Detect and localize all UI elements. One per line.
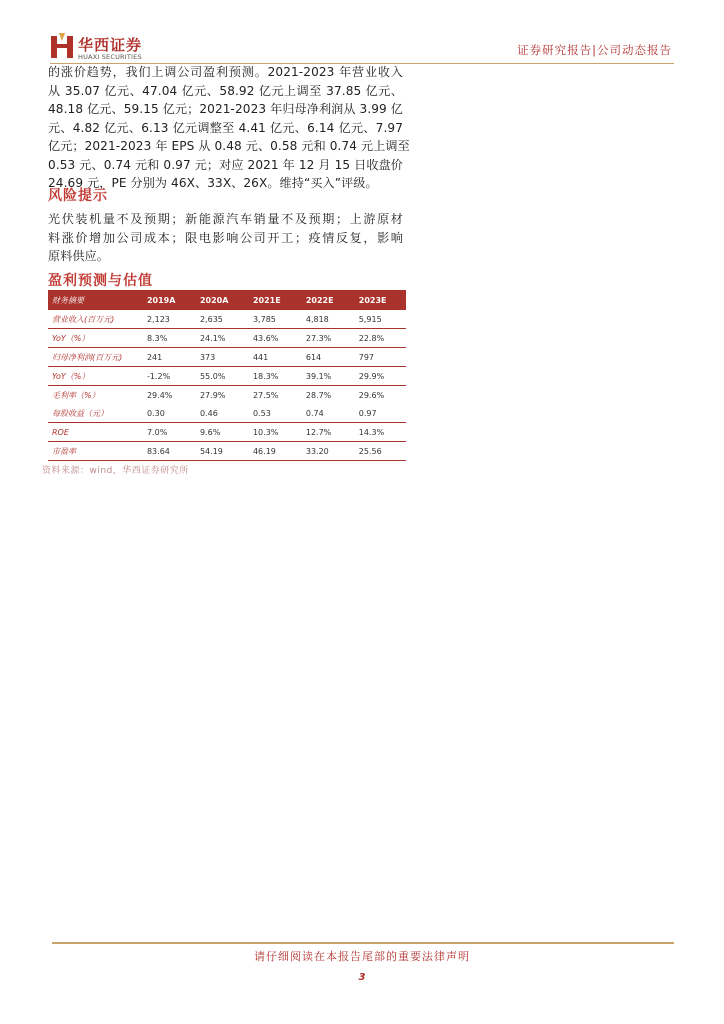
row-label: 归母净利润(百万元) (48, 348, 143, 367)
table-cell: 2,123 (143, 310, 196, 329)
logo-chinese-name: 华西证券 (78, 36, 143, 54)
table-cell: 241 (143, 348, 196, 367)
table-cell: 27.9% (199, 390, 226, 400)
table-cell: 4,818 (302, 310, 355, 329)
legal-disclaimer-note: 请仔细阅读在本报告尾部的重要法律声明 (254, 950, 470, 963)
company-logo (50, 33, 180, 63)
table-header-cell: 2020A (196, 290, 249, 310)
paragraph-line: 的涨价趋势，我们上调公司盈利预测。2021-2023 年营业收入 (48, 65, 403, 79)
table-cell: 12.7% (302, 423, 355, 442)
forecast-summary-paragraph (48, 63, 410, 193)
table-cell: 25.56 (355, 442, 406, 461)
paragraph-line: 元、4.82 亿元、6.13 亿元调整至 4.41 亿元、6.14 亿元、7.97 (48, 120, 403, 135)
table-row (48, 367, 406, 386)
table-header-cell: 2023E (355, 290, 406, 310)
row-label: 营业收入(百万元) (48, 310, 143, 329)
row-label: YoY（%） (48, 329, 143, 348)
row-label: 每股收益（元） (48, 404, 143, 423)
table-cell: 27.5% (252, 390, 279, 400)
paragraph-line: 料涨价增加公司成本；限电影响公司开工；疫情反复，影响 (48, 230, 403, 245)
paragraph-line: 光伏装机量不及预期；新能源汽车销量不及预期；上游原材 (48, 212, 403, 226)
table-header-row (48, 290, 406, 310)
table-row (48, 310, 406, 329)
table-row (48, 442, 406, 461)
table-cell: 10.3% (249, 423, 302, 442)
table-cell: -1.2% (143, 367, 196, 386)
table-cell: 8.3% (143, 329, 196, 348)
row-label: ROE (48, 423, 143, 442)
table-cell: 441 (249, 348, 302, 367)
table-cell: 2,635 (196, 310, 249, 329)
table-cell: 0.74 (302, 404, 355, 423)
table-cell: 0.46 (196, 404, 249, 423)
table-source-note: 资料来源：wind，华西证券研究所 (42, 466, 189, 476)
paragraph-line: 亿元；2021-2023 年 EPS 从 0.48 元、0.58 元和 0.74 元上调至 (48, 139, 410, 153)
table-cell: 24.1% (196, 329, 249, 348)
table-cell: 54.19 (196, 442, 249, 461)
table-cell: 39.1% (302, 367, 355, 386)
paragraph-line: 24.69 元，PE 分别为 46X、33X、26X。维持“买入”评级。 (48, 176, 378, 190)
table-row (48, 404, 406, 423)
table-cell: 29.4% (146, 390, 173, 400)
paragraph-line: 48.18 亿元、59.15 亿元；2021-2023 年归母净利润从 3.99 亿 (48, 102, 403, 116)
financial-forecast-table (48, 290, 406, 461)
paragraph-line: 从 35.07 亿元、47.04 亿元、58.92 亿元上调至 37.85 亿元、 (48, 83, 403, 98)
table-cell: 14.3% (355, 423, 406, 442)
table-cell: 22.8% (355, 329, 406, 348)
logo-english-name: HUAXI SECURITIES (78, 53, 142, 61)
huaxi-logo-icon (50, 33, 74, 59)
table-row (48, 423, 406, 442)
table-cell: 27.3% (302, 329, 355, 348)
table-cell: 797 (355, 348, 406, 367)
risk-paragraph (48, 210, 403, 266)
table-row (48, 329, 406, 348)
table-cell: 18.3% (249, 367, 302, 386)
table-cell: 46.19 (249, 442, 302, 461)
table-cell: 28.7% (305, 390, 332, 400)
table-cell: 5,915 (355, 310, 406, 329)
table-cell: 3,785 (249, 310, 302, 329)
table-header-cell: 2019A (143, 290, 196, 310)
table-header-cell: 2022E (302, 290, 355, 310)
table-header-cell: 财务摘要 (48, 290, 143, 310)
table-cell: 29.6% (358, 390, 385, 400)
table-cell: 0.53 (249, 404, 302, 423)
risk-section-title: 风险提示 (48, 188, 108, 204)
table-cell: 43.6% (249, 329, 302, 348)
table-cell: 29.9% (355, 367, 406, 386)
table-cell: 55.0% (196, 367, 249, 386)
table-cell: 7.0% (143, 423, 196, 442)
table-row (48, 386, 406, 405)
paragraph-line: 0.53 元、0.74 元和 0.97 元；对应 2021 年 12 月 15 日收盘价 (48, 157, 403, 172)
footer-divider (52, 942, 674, 944)
page-number: 3 (358, 972, 366, 983)
table-cell: 0.97 (355, 404, 406, 423)
row-label: YoY（%） (48, 367, 143, 386)
table-cell: 33.20 (302, 442, 355, 461)
table-header-cell: 2021E (249, 290, 302, 310)
forecast-section-title: 盈利预测与估值 (48, 273, 153, 289)
row-label: 毛利率（%） (52, 390, 100, 400)
report-type-label: 证券研究报告|公司动态报告 (517, 43, 672, 57)
table-row (48, 348, 406, 367)
table-cell: 373 (196, 348, 249, 367)
table-cell: 0.30 (143, 404, 196, 423)
row-label: 市盈率 (48, 442, 143, 461)
table-cell: 9.6% (196, 423, 249, 442)
table-cell: 614 (302, 348, 355, 367)
table-cell: 83.64 (143, 442, 196, 461)
paragraph-line: 原料供应。 (48, 249, 109, 263)
